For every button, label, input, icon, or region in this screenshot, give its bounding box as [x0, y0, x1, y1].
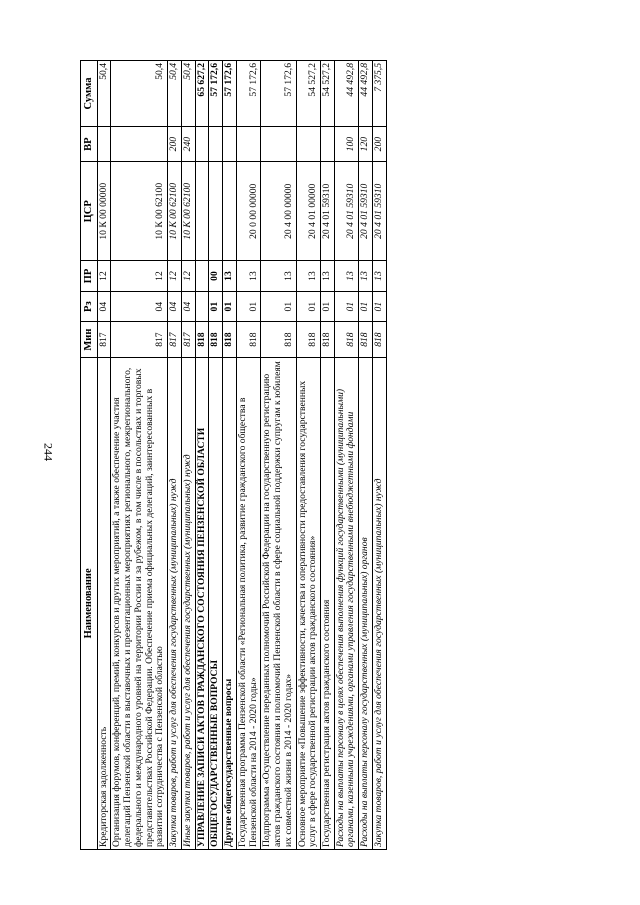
cell-csr: 10 К 00 62100 — [181, 162, 195, 261]
header-csr: ЦСР — [81, 162, 98, 261]
table-row — [261, 61, 296, 850]
cell-csr: 20 4 01 59310 — [372, 162, 386, 261]
cell-name: Кредиторская задолженность — [97, 357, 111, 849]
budget-table — [80, 60, 387, 850]
cell-vr: 240 — [181, 126, 195, 161]
cell-csr: 20 4 01 59310 — [334, 162, 358, 261]
cell-vr: 120 — [359, 126, 373, 161]
cell-sum: 54 527,2 — [320, 61, 334, 127]
cell-pr: 13 — [334, 261, 358, 292]
cell-name: Расходы на выплаты персоналу государственных (муниципальных) органов — [359, 357, 373, 849]
header-vr: ВР — [81, 126, 98, 161]
cell-vr: 200 — [372, 126, 386, 161]
table-row — [296, 61, 320, 850]
cell-min: 818 — [209, 322, 223, 357]
cell-rz: 01 — [209, 291, 223, 322]
cell-csr: 20 4 01 59310 — [359, 162, 373, 261]
header-sum: Сумма — [81, 61, 98, 127]
cell-sum: 50,4 — [111, 61, 168, 127]
table-row — [236, 61, 260, 850]
cell-rz: 01 — [359, 291, 373, 322]
cell-csr — [195, 162, 209, 261]
cell-rz: 01 — [261, 291, 296, 322]
rotated-table-wrapper — [80, 60, 562, 850]
cell-rz: 01 — [223, 291, 237, 322]
cell-vr: 100 — [334, 126, 358, 161]
cell-sum: 54 527,2 — [296, 61, 320, 127]
cell-min: 817 — [168, 322, 182, 357]
cell-min: 818 — [261, 322, 296, 357]
cell-sum: 57 172,6 — [209, 61, 223, 127]
rotated-page-content — [80, 60, 562, 850]
table-row — [223, 61, 237, 850]
cell-rz: 04 — [97, 291, 111, 322]
cell-csr: 20 4 01 59310 — [320, 162, 334, 261]
cell-pr: 13 — [359, 261, 373, 292]
cell-name: Государственная регистрация актов гражданского состояния — [320, 357, 334, 849]
cell-rz — [195, 291, 209, 322]
cell-sum: 57 172,6 — [236, 61, 260, 127]
table-row — [359, 61, 373, 850]
cell-rz: 01 — [236, 291, 260, 322]
cell-csr: 20 4 00 00000 — [261, 162, 296, 261]
cell-min: 818 — [320, 322, 334, 357]
cell-pr: 13 — [372, 261, 386, 292]
table-row — [195, 61, 209, 850]
cell-vr — [320, 126, 334, 161]
cell-rz: 04 — [168, 291, 182, 322]
cell-rz: 04 — [111, 291, 168, 322]
cell-csr: 20 4 01 00000 — [296, 162, 320, 261]
cell-vr — [97, 126, 111, 161]
cell-vr — [236, 126, 260, 161]
cell-vr — [223, 126, 237, 161]
cell-pr: 13 — [223, 261, 237, 292]
table-row — [168, 61, 182, 850]
cell-csr — [209, 162, 223, 261]
cell-name: Закупка товаров, работ и услуг для обеспечения государственных (муниципальных) нужд — [168, 357, 182, 849]
cell-rz: 01 — [320, 291, 334, 322]
cell-pr — [195, 261, 209, 292]
cell-csr — [223, 162, 237, 261]
table-row — [320, 61, 334, 850]
cell-pr: 13 — [320, 261, 334, 292]
cell-sum: 50,4 — [97, 61, 111, 127]
header-name: Наименование — [81, 357, 98, 849]
cell-min: 817 — [111, 322, 168, 357]
cell-sum: 44 492,8 — [334, 61, 358, 127]
cell-csr: 20 0 00 00000 — [236, 162, 260, 261]
cell-rz: 01 — [372, 291, 386, 322]
cell-vr — [111, 126, 168, 161]
cell-min: 818 — [296, 322, 320, 357]
cell-rz: 01 — [296, 291, 320, 322]
cell-rz: 04 — [181, 291, 195, 322]
cell-name: УПРАВЛЕНИЕ ЗАПИСИ АКТОВ ГРАЖДАНСКОГО СОСТОЯНИЯ ПЕНЗЕНСКОЙ ОБЛАСТИ — [195, 357, 209, 849]
cell-min: 817 — [181, 322, 195, 357]
cell-sum: 50,4 — [168, 61, 182, 127]
cell-vr: 200 — [168, 126, 182, 161]
cell-name: Основное мероприятие «Повышение эффективности, качества и оперативности предоставления государственных услуг в сфере государственной регистрации актов гражданского состояния» — [296, 357, 320, 849]
cell-name: Иные закупки товаров, работ и услуг для обеспечения государственных (муниципальных) нужд — [181, 357, 195, 849]
cell-min: 817 — [97, 322, 111, 357]
table-row — [372, 61, 386, 850]
cell-name: Подпрограмма «Осуществление переданных полномочий Российской Федерации на государственную регистрацию актов гражданского состояния и полномочий Пензенской области в сфере социальной поддержки супругам к юбилеям их совместной жизни в 2014 - 2020 годах» — [261, 357, 296, 849]
cell-vr — [209, 126, 223, 161]
table-body — [97, 61, 386, 850]
cell-csr: 10 К 00 00000 — [97, 162, 111, 261]
cell-csr: 10 К 00 62100 — [111, 162, 168, 261]
table-row — [334, 61, 358, 850]
table-row — [111, 61, 168, 850]
cell-pr: 12 — [97, 261, 111, 292]
cell-name: Другие общегосударственные вопросы — [223, 357, 237, 849]
cell-pr: 12 — [168, 261, 182, 292]
cell-name: Организация форумов, конференций, премий, конкурсов и других мероприятий, а также обеспечение участия делегаций Пензенской области в выставочных и презентационных мероприятиях регионального, межрегионального, федерального и международного уровней на территории России и за рубежом, в том числе в посольствах и торговых представительствах Российской Федерации. Обеспечение приема официальных делегаций, заинтересованных в развитии сотрудничества с Пензенской областью — [111, 357, 168, 849]
cell-csr: 10 К 00 62100 — [168, 162, 182, 261]
cell-min: 818 — [359, 322, 373, 357]
cell-min: 818 — [223, 322, 237, 357]
cell-sum: 57 172,6 — [223, 61, 237, 127]
cell-name: ОБЩЕГОСУДАРСТВЕННЫЕ ВОПРОСЫ — [209, 357, 223, 849]
cell-rz: 01 — [334, 291, 358, 322]
page-number: 244 — [41, 443, 56, 461]
header-rz: Рз — [81, 291, 98, 322]
cell-sum: 7 375,5 — [372, 61, 386, 127]
cell-pr: 13 — [236, 261, 260, 292]
table-row — [209, 61, 223, 850]
cell-pr: 12 — [181, 261, 195, 292]
cell-min: 818 — [334, 322, 358, 357]
cell-sum: 50,4 — [181, 61, 195, 127]
table-row — [181, 61, 195, 850]
header-pr: ПР — [81, 261, 98, 292]
cell-min: 818 — [372, 322, 386, 357]
cell-name: Расходы на выплаты персоналу в целях обеспечения выполнения функций государственными (муниципальными) органами, казенными учреждениями, органами управления государственными внебюджетными фондами — [334, 357, 358, 849]
cell-sum: 65 627,2 — [195, 61, 209, 127]
cell-vr — [195, 126, 209, 161]
cell-pr: 00 — [209, 261, 223, 292]
cell-min: 818 — [195, 322, 209, 357]
cell-vr — [261, 126, 296, 161]
cell-vr — [296, 126, 320, 161]
cell-name: Закупка товаров, работ и услуг для обеспечения государственных (муниципальных) нужд — [372, 357, 386, 849]
table-row — [97, 61, 111, 850]
cell-name: Государственная программа Пензенской области «Региональная политика, развитие гражданского общества в Пензенской области на 2014 - 2020 годы» — [236, 357, 260, 849]
cell-min: 818 — [236, 322, 260, 357]
header-min: Мин — [81, 322, 98, 357]
cell-sum: 57 172,6 — [261, 61, 296, 127]
cell-pr: 13 — [261, 261, 296, 292]
cell-pr: 13 — [296, 261, 320, 292]
cell-sum: 44 492,8 — [359, 61, 373, 127]
cell-pr: 12 — [111, 261, 168, 292]
table-header-row — [81, 61, 98, 850]
